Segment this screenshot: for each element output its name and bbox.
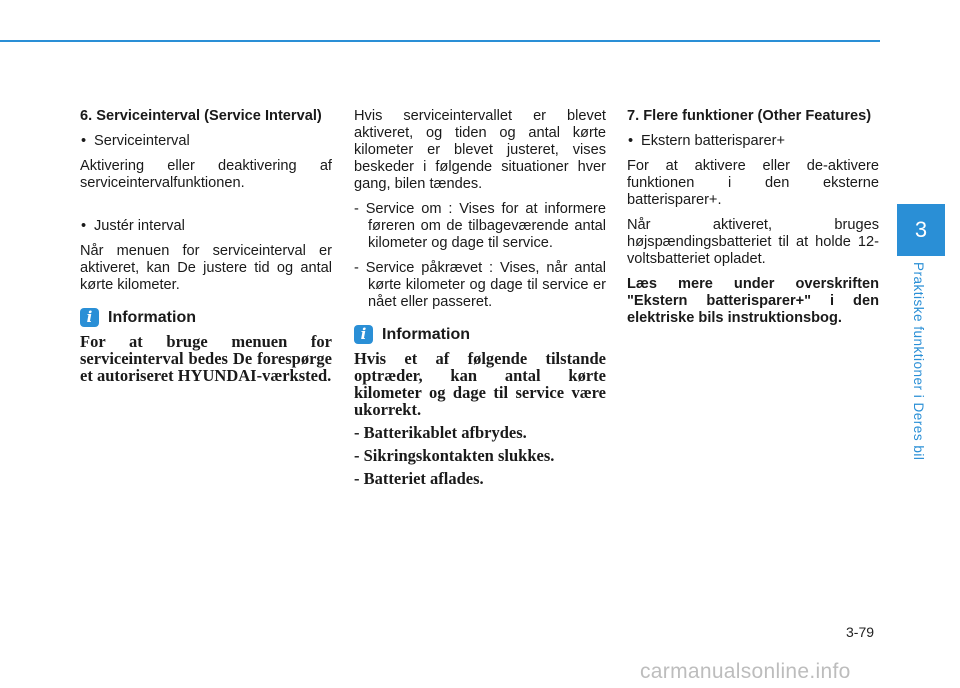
info-body: For at bruge menuen for serviceinterval bedes De forespørge et autoriseret HYUNDAI-værksted. xyxy=(80,332,332,385)
info-title: Information xyxy=(382,326,470,343)
page-number: 3-79 xyxy=(846,624,875,640)
info-header xyxy=(80,308,332,327)
section-heading: 6. Serviceinterval (Service Interval) xyxy=(80,108,322,124)
dash-item: - Service om : Vises for at informere føreren om de tilbageværende antal kilometer og dage til service. xyxy=(354,201,606,251)
section-heading: 7. Flere funktioner (Other Features) xyxy=(627,108,872,124)
bullet-item: • Serviceinterval xyxy=(80,133,332,150)
paragraph: Aktivering eller deaktivering af serviceintervalfunktionen. xyxy=(80,158,332,191)
dash-item: - Service påkrævet : Vises, når antal kørte kilometer og dage til service er nået eller passeret. xyxy=(354,260,606,310)
paragraph: Når aktiveret, bruges højspændingsbatteriet til at holde 12-voltsbatteriet opladet. xyxy=(627,217,879,267)
reference-note: Læs mere under overskriften "Ekstern batterisparer+" i den elektriske bils instruktionsbog. xyxy=(627,276,879,326)
column-right xyxy=(627,108,879,327)
column-middle xyxy=(354,108,606,493)
column-left xyxy=(80,108,332,390)
info-list-item: - Batteriet aflades. xyxy=(354,469,484,488)
paragraph: For at aktivere eller de-aktivere funktionen i den eksterne batterisparer+. xyxy=(627,158,879,208)
chapter-number-tab: 3 xyxy=(897,204,945,256)
top-divider xyxy=(0,40,880,42)
info-title: Information xyxy=(108,309,196,326)
chapter-title: Praktiske funktioner i Deres bil xyxy=(911,262,926,461)
watermark: carmanualsonline.info xyxy=(640,660,851,683)
info-icon: i xyxy=(354,325,373,344)
bullet-item: • Justér interval xyxy=(80,218,332,235)
paragraph: Når menuen for serviceinterval er aktiveret, kan De justere tid og antal kørte kilometer. xyxy=(80,243,332,293)
info-icon: i xyxy=(80,308,99,327)
bullet-item: • Ekstern batterisparer+ xyxy=(627,133,879,150)
paragraph: Hvis serviceintervallet er blevet aktiveret, og tiden og antal kørte kilometer er blevet justeret, vises beskeder i følgende situationer hver gang, bilen tændes. xyxy=(354,108,606,192)
info-list-item: - Sikringskontakten slukkes. xyxy=(354,446,555,465)
info-body: Hvis et af følgende tilstande optræder, kan antal kørte kilometer og dage til service være ukorrekt. xyxy=(354,349,606,419)
info-header xyxy=(354,325,606,344)
info-list-item: - Batterikablet afbrydes. xyxy=(354,423,527,442)
